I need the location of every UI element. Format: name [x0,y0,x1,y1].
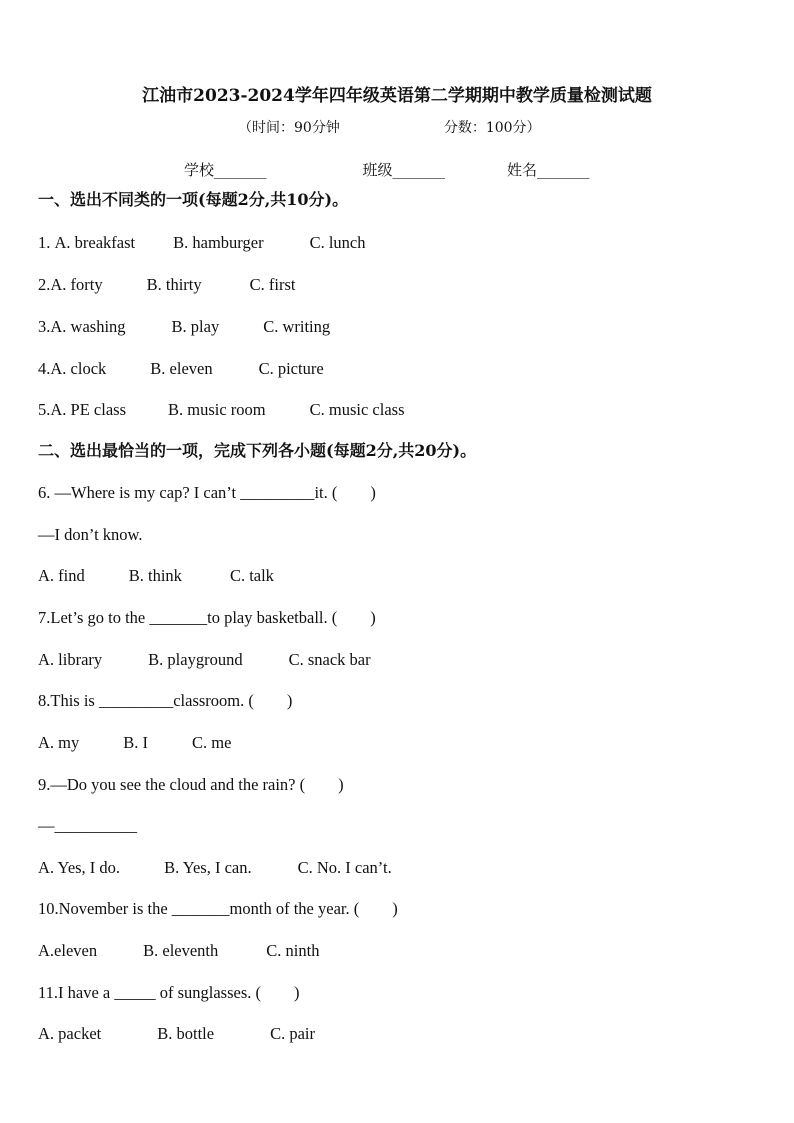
option-b: B. I [123,733,148,752]
option-a: A. clock [50,359,107,378]
option-a: A. breakfast [54,233,136,252]
question-8-options [38,733,231,753]
option-a: A. forty [50,275,103,294]
question-9: 9.—Do you see the cloud and the rain? ( ) [38,775,344,794]
option-b: B. bottle [157,1024,215,1043]
class-field: 班级_______ [362,161,446,179]
option-b: B. Yes, I can. [164,858,252,877]
question-2 [38,275,295,295]
page-title: 江油市2023-2024学年四年级英语第二学期期中教学质量检测试题 [142,86,652,106]
question-11-options [38,1024,315,1044]
question-10-options [38,941,319,961]
question-number: 1. [38,233,55,252]
option-c: C. first [249,275,296,294]
question-9-answer-line: —__________ [38,816,137,835]
option-c: C. snack bar [288,650,371,669]
option-a: A. find [38,566,85,585]
question-10: 10.November is the _______month of the year. ( ) [38,899,398,918]
question-6: 6. —Where is my cap? I can’t _________it. ( ) [38,483,376,502]
option-b: B. eleventh [143,941,219,960]
option-c: C. picture [258,359,324,378]
option-c: C. pair [270,1024,315,1043]
section-heading-1: 一、选出不同类的一项(每题2分,共10分)。 [38,190,349,209]
school-field: 学校_______ [184,161,267,179]
option-c: C. talk [229,566,274,585]
student-info [184,160,590,180]
option-b: B. thirty [146,275,202,294]
question-number: 4. [38,359,51,378]
option-c: C. writing [263,317,331,336]
exam-time: （时间：90分钟 [238,120,340,136]
option-a: A. my [38,733,80,752]
question-5 [38,400,405,420]
option-a: A.eleven [38,941,98,960]
option-a: A. Yes, I do. [38,858,121,877]
option-b: B. music room [168,400,266,419]
question-7-options [38,650,371,670]
question-7: 7.Let’s go to the _______to play basketball. ( ) [38,608,376,627]
question-6-options [38,566,274,586]
option-c: C. me [192,733,232,752]
option-b: B. hamburger [173,233,264,252]
option-b: B. eleven [150,359,213,378]
option-b: B. play [171,317,220,336]
option-b: B. playground [148,650,243,669]
option-a: A. PE class [50,400,126,419]
question-6-answer-line: —I don’t know. [38,525,143,544]
option-a: A. washing [50,317,126,336]
question-number: 3. [38,317,51,336]
question-4 [38,359,324,379]
exam-score: 分数：100分） [443,120,541,136]
option-c: C. ninth [266,941,320,960]
question-3 [38,317,330,337]
question-number: 2. [38,275,51,294]
section-heading-2: 二、选出最恰当的一项，完成下列各小题(每题2分,共20分)。 [38,441,477,460]
question-11: 11.I have a _____ of sunglasses. ( ) [38,983,300,1002]
question-8: 8.This is _________classroom. ( ) [38,691,293,710]
option-c: C. No. I can’t. [297,858,392,877]
option-b: B. think [128,566,182,585]
option-a: A. packet [38,1024,102,1043]
exam-meta [238,118,541,138]
option-a: A. library [38,650,103,669]
question-9-options [38,858,392,878]
question-1 [38,233,366,253]
option-c: C. music class [309,400,405,419]
option-c: C. lunch [309,233,366,252]
name-field: 姓名_______ [507,161,590,179]
question-number: 5. [38,400,51,419]
